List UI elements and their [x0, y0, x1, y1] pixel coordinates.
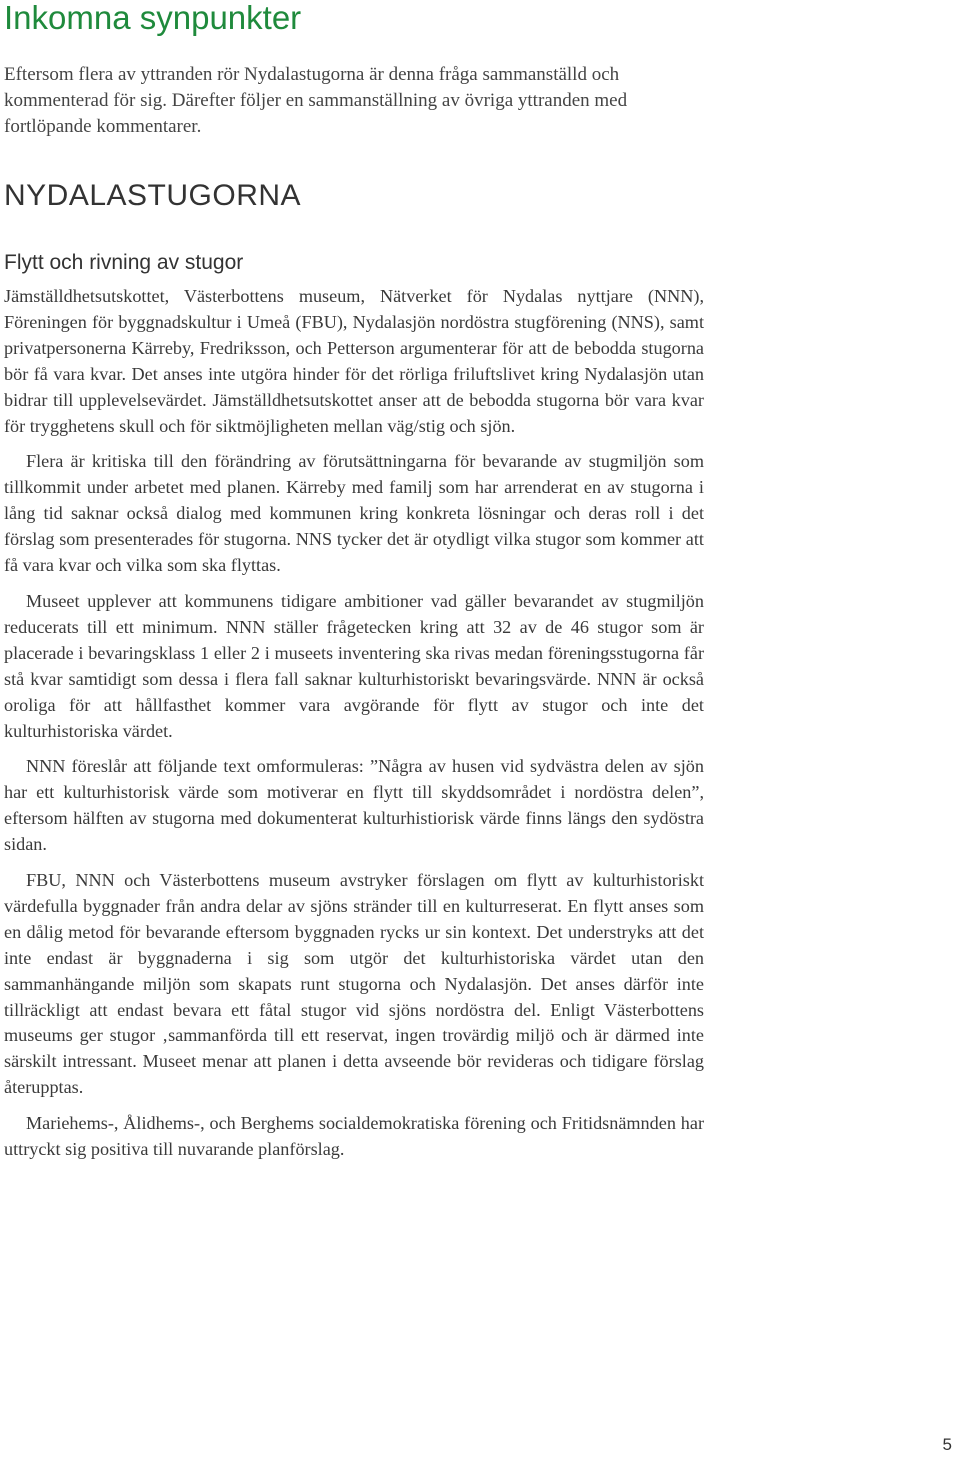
- paragraph: Jämställdhetsutskottet, Västerbottens museum, Nätverket för Nydalas nyttjare (NNN), Föreningen för byggnadskultur i Umeå (FBU), Nydalasjön nordöstra stugförening (NNS), samt privatpersonerna Kärreby, Fredriksson, och Petterson argumenterar för att de bebodda stugorna bör få vara kvar. Det anses inte utgöra hinder för det rörliga friluftslivet kring Nydalasjön utan bidrar till upplevelsevärdet. Jämställdhetsutskottet anser att de bebodda stugorna bör vara kvar för trygghetens skull och för siktmöjligheten mellan väg/stig och sjön.: [4, 286, 704, 436]
- paragraph: FBU, NNN och Västerbottens museum avstryker förslagen om flytt av kulturhistoriskt värdefulla byggnader från andra delar av sjöns stränder till en kulturreserat. En flytt anses som en dålig metod för bevarande eftersom byggnaden rycks ur sin kontext. Det understryks att det inte endast är byggnaderna i sig som utgör det kulturhistoriska värdet utan den sammanhängande miljön som skapats runt stugorna och Nydalasjön. Det anses därför inte tillräckligt att endast bevara ett fåtal stugor vid sjöns nordöstra del. Enligt Västerbottens museums ger stugor ‚sammanförda till ett reservat, ingen trovärdig miljö och är därmed inte särskilt intressant. Museet menar att planen i detta avseende bör revideras och tidigare förslag återupptas.: [4, 870, 704, 1098]
- page-title: Inkomna synpunkter: [4, 0, 302, 36]
- paragraph: Mariehems-, Ålidhems-, och Berghems socialdemokratiska förening och Fritidsnämnden har uttryckt sig positiva till nuvarande planförslag.: [4, 1113, 704, 1160]
- paragraph: Museet upplever att kommunens tidigare ambitioner vad gäller bevarandet av stugmiljön reducerats till ett minimum. NNN ställer frågetecken kring att 32 av de 46 stugor som är placerade i bevaringsklass 1 eller 2 i museets inventering ska rivas medan föreningsstugorna får stå kvar samtidigt som dessa i flera fall saknar kulturhistoriskt bevaringsvärde. NNN är också oroliga för att hållfasthet kommer vara avgörande för flytt av stugor och inte det kulturhistoriska värdet.: [4, 590, 704, 741]
- paragraph: Flera är kritiska till den förändring av förutsättningarna för bevarande av stugmiljön som tillkommit under arbetet med planen. Kärreby med familj som har arrenderat en av stugorna i lång tid saknar också dialog med kommunen kring konkreta lösningar och deras roll i det förslag som presenterades för stugorna. NNS tycker det är otydligt vilka stugor som kommer att få vara kvar och vilka som ska flyttas.: [4, 451, 704, 576]
- body-text: [4, 284, 704, 1173]
- subheading: Flytt och rivning av stugor: [4, 251, 244, 274]
- intro-paragraph: Eftersom flera av yttranden rör Nydalastugorna är denna fråga sammanställd och kommenterad för sig. Därefter följer en sammanställning av övriga yttranden med fortlöpande kommentarer.: [4, 64, 628, 137]
- section-heading: NYDALASTUGORNA: [4, 179, 302, 212]
- page-number: 5: [942, 1435, 952, 1454]
- paragraph: NNN föreslår att följande text omformuleras: ”Några av husen vid sydvästra delen av sjön har ett kulturhistorisk värde som motiverar en flytt till skyddsområdet i nordöstra delen”, eftersom hälften av stugorna med dokumenterat kulturhistiorisk värde finns längs den sydöstra sidan.: [4, 756, 704, 855]
